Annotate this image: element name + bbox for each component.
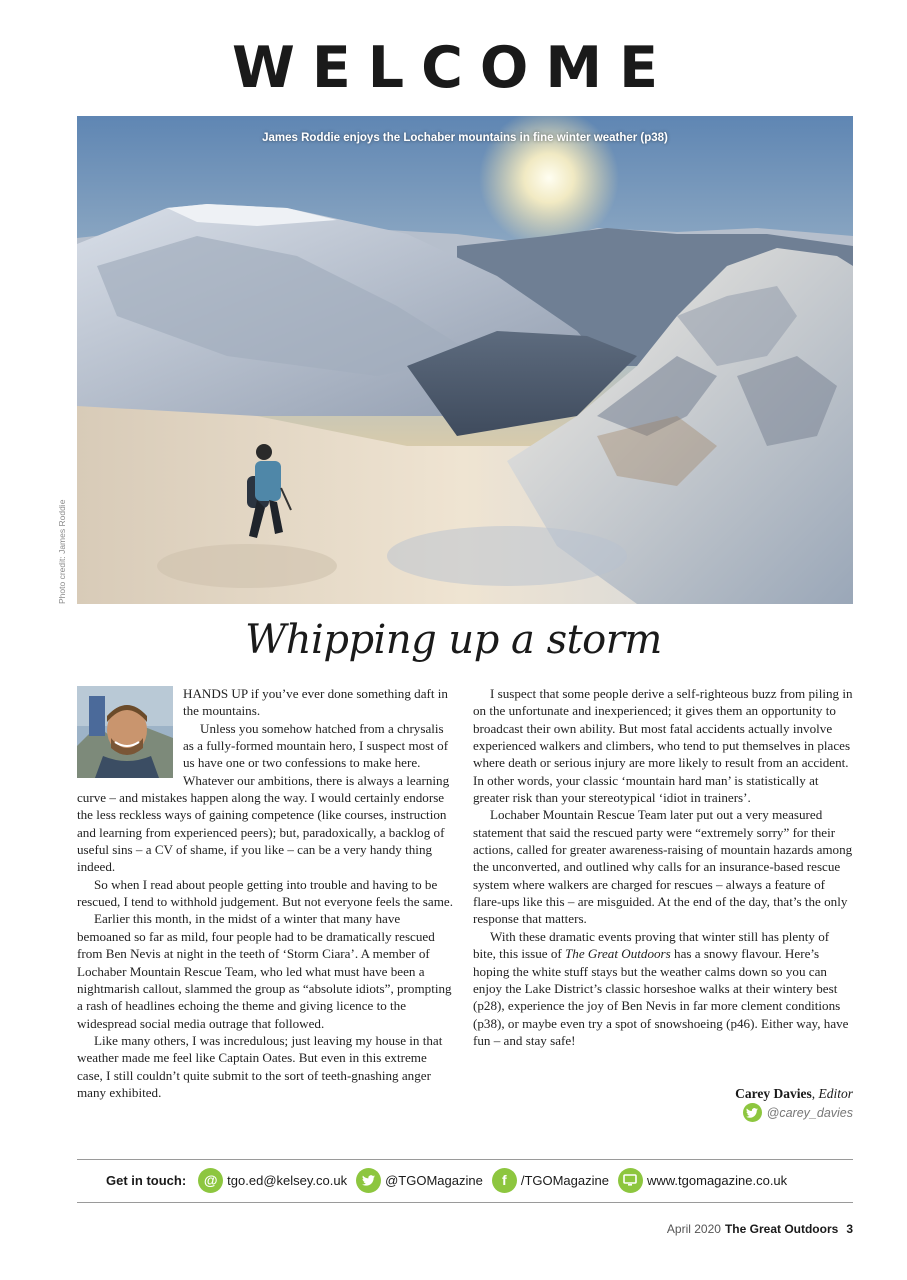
contact-facebook[interactable] <box>492 1168 609 1193</box>
magazine-name: The Great Outdoors <box>724 1222 839 1236</box>
contact-website[interactable] <box>618 1168 787 1193</box>
hero-caption: James Roddie enjoys the Lochaber mountains in fine winter weather (p38) <box>262 132 668 144</box>
page-number: 3 <box>846 1222 853 1236</box>
monitor-icon <box>618 1168 643 1193</box>
contact-twitter[interactable] <box>356 1168 483 1193</box>
paragraph-text: has a snowy flavour. Here’s hoping the white stuff stays but the weather calms down so you can enjoy the Lake District’s classic horseshoe walks at their wintery best (p28), experience the joy of Ben Nevis in far more clement conditions (p38), or maybe even try a spot of snowshoeing (p46). Either way, have fun – and stay safe! <box>473 946 849 1048</box>
paragraph: So when I read about people getting into trouble and having to be rescued, I tend to withhold judgement. But not everyone feels the same. <box>77 876 453 910</box>
issue-date: April 2020 <box>666 1222 721 1236</box>
contact-website-text[interactable]: www.tgomagazine.co.uk <box>646 1172 788 1188</box>
facebook-icon: f <box>492 1168 517 1193</box>
editor-twitter-handle[interactable]: @carey_davies <box>766 1105 853 1120</box>
hero-photo-illustration <box>77 116 853 604</box>
editor-role: Editor <box>818 1086 853 1101</box>
paragraph: HANDS UP if you’ve ever done something daft in the mountains. <box>183 686 448 719</box>
hero-photo <box>77 116 853 604</box>
paragraph: Unless you somehow hatched from a chrysalis as a fully-formed mountain hero, I suspect most of us have one or two confessions to make here. Whatever our ambitions, there is always a learning curve – and mistakes happen along the way. I would certainly endorse the less reckless ways of gaining competence (like courses, instruction and learning from experienced peers); but, paradoxically, a backlog of useful sins – a CV of shame, if you like – can be a very handy thing indeed. <box>77 720 450 875</box>
magazine-title-italic: The Great Outdoors <box>565 946 671 962</box>
contact-label: Get in touch: <box>106 1172 187 1188</box>
paragraph-final <box>473 928 853 1049</box>
page-folio <box>667 1222 853 1236</box>
editor-portrait <box>77 686 173 778</box>
photo-credit: Photo credit: James Roddie <box>57 499 67 604</box>
editor-name: Carey Davies <box>735 1086 812 1101</box>
paragraph-text: With these dramatic events proving that winter still has plenty of bite, this issue of <box>473 928 830 962</box>
contact-twitter-text[interactable]: @TGOMagazine <box>385 1172 483 1188</box>
at-icon: @ <box>198 1168 223 1193</box>
article-column-right <box>473 685 853 1049</box>
page-title: WELCOME <box>231 35 676 101</box>
contact-facebook-text[interactable]: /TGOMagazine <box>520 1172 609 1188</box>
article-column-left <box>77 685 455 1101</box>
contact-bar <box>77 1166 853 1194</box>
paragraph: I suspect that some people derive a self-righteous buzz from piling in on the unfortunate and inexperienced; it gives them an opportunity to broadcast their own ability. But most fatal accidents actually involve experienced walkers and climbers, who tend to put themselves in places where death or serious injury are more likely to result from an accident. In other words, your classic ‘mountain hard man’ is statistically at greater risk than your stereotypical ‘idiot in trainers’. <box>473 686 853 806</box>
contact-email[interactable] <box>198 1168 347 1193</box>
paragraph: Lochaber Mountain Rescue Team later put out a very measured statement that said the rescued party were “extremely sorry” for their actions, called for greater awareness-raising of mountain hazards among the unconverted, and outlined why calls for an insurance-based rescue system where walkers are charged for rescues – always a feature of flare-ups like this – are misguided. At the end of the day, that’s the only response that matters. <box>473 807 853 927</box>
footer-divider-top <box>77 1159 853 1160</box>
paragraph: Earlier this month, in the midst of a winter that many have bemoaned so far as mild, four people had to be dramatically rescued from Ben Nevis at night in the teeth of ‘Storm Ciara’. A member of Lochaber Mountain Rescue Team, who led what must have been a nightmarish callout, slammed the group as “absolute idiots”, prompting a rash of headlines echoing the theme and giving licence to the widespread social media outrage that followed. <box>77 911 452 1031</box>
footer-divider-bottom <box>77 1202 853 1203</box>
article-headline: Whipping up a storm <box>245 617 662 663</box>
editor-signoff <box>735 1085 853 1122</box>
signoff-separator: , <box>811 1086 819 1101</box>
contact-email-text[interactable]: tgo.ed@kelsey.co.uk <box>227 1172 348 1188</box>
twitter-icon <box>356 1168 381 1193</box>
paragraph: Like many others, I was incredulous; just leaving my house in that weather made me feel like Captain Oates. But even in this extreme case, I still couldn’t quite submit to the sort of teeth-gnashing anger many exhibited. <box>77 1032 443 1100</box>
twitter-icon <box>743 1103 762 1122</box>
